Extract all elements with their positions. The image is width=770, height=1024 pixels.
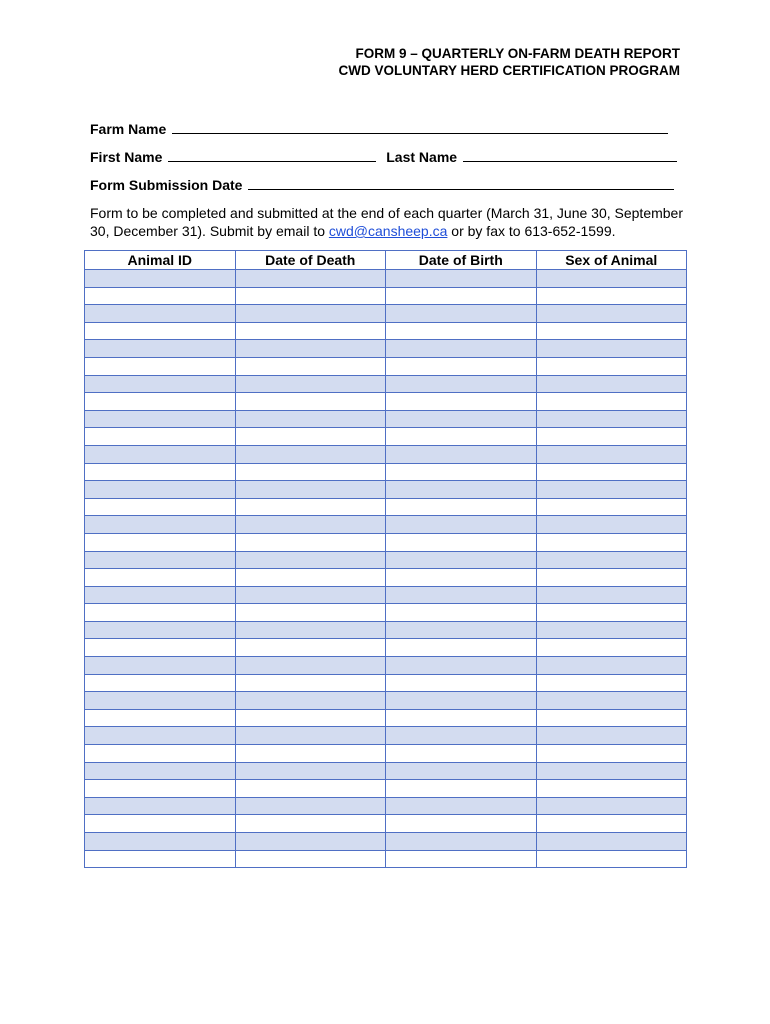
- cell-date-of-birth[interactable]: [386, 815, 537, 833]
- cell-date-of-birth[interactable]: [386, 797, 537, 815]
- cell-date-of-death[interactable]: [235, 445, 386, 463]
- cell-date-of-birth[interactable]: [386, 375, 537, 393]
- cell-date-of-death[interactable]: [235, 463, 386, 481]
- cell-date-of-death[interactable]: [235, 692, 386, 710]
- cell-animal-id[interactable]: [85, 745, 236, 763]
- cell-date-of-death[interactable]: [235, 815, 386, 833]
- cell-sex-of-animal[interactable]: [536, 428, 687, 446]
- death-report-table: [84, 250, 687, 868]
- cell-sex-of-animal[interactable]: [536, 322, 687, 340]
- cell-animal-id[interactable]: [85, 375, 236, 393]
- table-row: [85, 410, 687, 428]
- cell-animal-id[interactable]: [85, 674, 236, 692]
- table-header-row: [85, 251, 687, 270]
- cell-sex-of-animal[interactable]: [536, 516, 687, 534]
- table-row: [85, 657, 687, 675]
- email-link[interactable]: cwd@cansheep.ca: [328, 223, 448, 239]
- table-row: [85, 287, 687, 305]
- cell-date-of-birth[interactable]: [386, 481, 537, 499]
- table-row: [85, 445, 687, 463]
- cell-date-of-birth[interactable]: [386, 674, 537, 692]
- cell-date-of-birth[interactable]: [386, 357, 537, 375]
- cell-sex-of-animal[interactable]: [536, 674, 687, 692]
- cell-animal-id[interactable]: [85, 340, 236, 358]
- table-row: [85, 533, 687, 551]
- cell-sex-of-animal[interactable]: [536, 745, 687, 763]
- cell-sex-of-animal[interactable]: [536, 709, 687, 727]
- table-row: [85, 481, 687, 499]
- cell-date-of-birth[interactable]: [386, 287, 537, 305]
- last-name-line[interactable]: [463, 160, 677, 162]
- cell-date-of-birth[interactable]: [386, 498, 537, 516]
- cell-date-of-death[interactable]: [235, 674, 386, 692]
- cell-sex-of-animal[interactable]: [536, 621, 687, 639]
- cell-date-of-death[interactable]: [235, 357, 386, 375]
- table-row: [85, 727, 687, 745]
- cell-sex-of-animal[interactable]: [536, 445, 687, 463]
- cell-animal-id[interactable]: [85, 815, 236, 833]
- first-name-label: First Name: [90, 149, 163, 165]
- cell-sex-of-animal[interactable]: [536, 340, 687, 358]
- cell-date-of-birth[interactable]: [386, 727, 537, 745]
- cell-sex-of-animal[interactable]: [536, 287, 687, 305]
- cell-date-of-death[interactable]: [235, 551, 386, 569]
- form-subtitle: CWD VOLUNTARY HERD CERTIFICATION PROGRAM: [338, 63, 680, 78]
- cell-animal-id[interactable]: [85, 586, 236, 604]
- cell-date-of-birth[interactable]: [386, 340, 537, 358]
- cell-sex-of-animal[interactable]: [536, 481, 687, 499]
- cell-date-of-birth[interactable]: [386, 270, 537, 288]
- table-row: [85, 428, 687, 446]
- first-name-line[interactable]: [168, 160, 376, 162]
- table-row: [85, 797, 687, 815]
- cell-date-of-death[interactable]: [235, 709, 386, 727]
- cell-sex-of-animal[interactable]: [536, 463, 687, 481]
- cell-animal-id[interactable]: [85, 463, 236, 481]
- cell-date-of-birth[interactable]: [386, 621, 537, 639]
- cell-date-of-death[interactable]: [235, 428, 386, 446]
- table-row: [85, 569, 687, 587]
- cell-date-of-death[interactable]: [235, 850, 386, 868]
- name-fields: [90, 149, 677, 165]
- cell-date-of-death[interactable]: [235, 410, 386, 428]
- table-row: [85, 850, 687, 868]
- table-row: [85, 780, 687, 798]
- cell-sex-of-animal[interactable]: [536, 815, 687, 833]
- cell-sex-of-animal[interactable]: [536, 762, 687, 780]
- cell-date-of-birth[interactable]: [386, 569, 537, 587]
- cell-date-of-birth[interactable]: [386, 516, 537, 534]
- table-row: [85, 305, 687, 323]
- cell-animal-id[interactable]: [85, 709, 236, 727]
- cell-date-of-birth[interactable]: [386, 692, 537, 710]
- cell-date-of-birth[interactable]: [386, 709, 537, 727]
- cell-animal-id[interactable]: [85, 762, 236, 780]
- form-header: [339, 45, 681, 79]
- instructions-text: 30, December 31). Submit by email to: [90, 223, 329, 239]
- fax-text: or by fax to 613-652-1599.: [447, 223, 616, 239]
- cell-date-of-birth[interactable]: [386, 533, 537, 551]
- cell-date-of-death[interactable]: [235, 621, 386, 639]
- table-row: [85, 516, 687, 534]
- cell-animal-id[interactable]: [85, 357, 236, 375]
- cell-sex-of-animal[interactable]: [536, 305, 687, 323]
- cell-sex-of-animal[interactable]: [536, 498, 687, 516]
- table-row: [85, 340, 687, 358]
- cell-date-of-death[interactable]: [235, 639, 386, 657]
- cell-date-of-death[interactable]: [235, 270, 386, 288]
- cell-date-of-death[interactable]: [235, 586, 386, 604]
- cell-sex-of-animal[interactable]: [536, 270, 687, 288]
- cell-animal-id[interactable]: [85, 657, 236, 675]
- table-row: [85, 674, 687, 692]
- table-row: [85, 375, 687, 393]
- cell-sex-of-animal[interactable]: [536, 604, 687, 622]
- cell-animal-id[interactable]: [85, 287, 236, 305]
- instructions-line-1: Form to be completed and submitted at the end of each quarter (March 31, June 30, September: [90, 205, 684, 221]
- table-row: [85, 604, 687, 622]
- cell-sex-of-animal[interactable]: [536, 357, 687, 375]
- cell-sex-of-animal[interactable]: [536, 850, 687, 868]
- cell-date-of-death[interactable]: [235, 305, 386, 323]
- cell-date-of-birth[interactable]: [386, 410, 537, 428]
- cell-date-of-birth[interactable]: [386, 551, 537, 569]
- table-row: [85, 586, 687, 604]
- cell-date-of-death[interactable]: [235, 481, 386, 499]
- cell-date-of-birth[interactable]: [386, 393, 537, 411]
- cell-date-of-death[interactable]: [235, 533, 386, 551]
- cell-date-of-death[interactable]: [235, 833, 386, 851]
- instructions-line-2: [90, 222, 690, 240]
- cell-animal-id[interactable]: [85, 410, 236, 428]
- submission-date-line[interactable]: [248, 188, 674, 190]
- table-row: [85, 815, 687, 833]
- cell-sex-of-animal[interactable]: [536, 586, 687, 604]
- cell-date-of-birth[interactable]: [386, 850, 537, 868]
- cell-animal-id[interactable]: [85, 569, 236, 587]
- cell-date-of-death[interactable]: [235, 569, 386, 587]
- table-row: [85, 762, 687, 780]
- cell-date-of-birth[interactable]: [386, 639, 537, 657]
- cell-animal-id[interactable]: [85, 797, 236, 815]
- table-row: [85, 551, 687, 569]
- cell-date-of-birth[interactable]: [386, 428, 537, 446]
- cell-date-of-death[interactable]: [235, 780, 386, 798]
- cell-date-of-death[interactable]: [235, 797, 386, 815]
- cell-sex-of-animal[interactable]: [536, 797, 687, 815]
- cell-sex-of-animal[interactable]: [536, 833, 687, 851]
- cell-animal-id[interactable]: [85, 428, 236, 446]
- cell-animal-id[interactable]: [85, 270, 236, 288]
- cell-sex-of-animal[interactable]: [536, 393, 687, 411]
- cell-sex-of-animal[interactable]: [536, 639, 687, 657]
- cell-animal-id[interactable]: [85, 621, 236, 639]
- cell-date-of-death[interactable]: [235, 727, 386, 745]
- table-row: [85, 709, 687, 727]
- column-header-sex-of-animal: Sex of Animal: [536, 251, 687, 270]
- cell-animal-id[interactable]: [85, 481, 236, 499]
- table-row: [85, 322, 687, 340]
- cell-animal-id[interactable]: [85, 445, 236, 463]
- farm-name-label: Farm Name: [90, 121, 167, 137]
- cell-animal-id[interactable]: [85, 604, 236, 622]
- cell-animal-id[interactable]: [85, 533, 236, 551]
- cell-sex-of-animal[interactable]: [536, 569, 687, 587]
- cell-animal-id[interactable]: [85, 498, 236, 516]
- cell-sex-of-animal[interactable]: [536, 692, 687, 710]
- cell-date-of-birth[interactable]: [386, 780, 537, 798]
- instructions: [90, 204, 690, 240]
- cell-animal-id[interactable]: [85, 833, 236, 851]
- column-header-animal-id: Animal ID: [85, 251, 236, 270]
- cell-date-of-birth[interactable]: [386, 463, 537, 481]
- cell-sex-of-animal[interactable]: [536, 410, 687, 428]
- table-row: [85, 463, 687, 481]
- farm-name-field: [90, 121, 668, 137]
- column-header-date-of-birth: Date of Birth: [386, 251, 537, 270]
- cell-animal-id[interactable]: [85, 393, 236, 411]
- table-row: [85, 639, 687, 657]
- cell-date-of-birth[interactable]: [386, 745, 537, 763]
- table-row: [85, 357, 687, 375]
- cell-date-of-death[interactable]: [235, 604, 386, 622]
- cell-sex-of-animal[interactable]: [536, 727, 687, 745]
- cell-date-of-birth[interactable]: [386, 322, 537, 340]
- cell-sex-of-animal[interactable]: [536, 551, 687, 569]
- cell-animal-id[interactable]: [85, 850, 236, 868]
- table-body: [85, 270, 687, 868]
- cell-sex-of-animal[interactable]: [536, 657, 687, 675]
- cell-date-of-birth[interactable]: [386, 657, 537, 675]
- cell-date-of-death[interactable]: [235, 375, 386, 393]
- form-title: FORM 9 – QUARTERLY ON-FARM DEATH REPORT: [355, 46, 680, 61]
- cell-date-of-death[interactable]: [235, 498, 386, 516]
- cell-date-of-death[interactable]: [235, 762, 386, 780]
- cell-date-of-death[interactable]: [235, 745, 386, 763]
- cell-animal-id[interactable]: [85, 322, 236, 340]
- cell-animal-id[interactable]: [85, 305, 236, 323]
- submission-date-field: [90, 177, 674, 193]
- cell-date-of-death[interactable]: [235, 393, 386, 411]
- cell-sex-of-animal[interactable]: [536, 533, 687, 551]
- column-header-date-of-death: Date of Death: [235, 251, 386, 270]
- cell-animal-id[interactable]: [85, 780, 236, 798]
- table-row: [85, 692, 687, 710]
- cell-animal-id[interactable]: [85, 639, 236, 657]
- submission-date-label: Form Submission Date: [90, 177, 243, 193]
- cell-animal-id[interactable]: [85, 727, 236, 745]
- table-row: [85, 833, 687, 851]
- cell-date-of-death[interactable]: [235, 287, 386, 305]
- table-row: [85, 270, 687, 288]
- cell-date-of-birth[interactable]: [386, 604, 537, 622]
- table-row: [85, 621, 687, 639]
- cell-date-of-birth[interactable]: [386, 305, 537, 323]
- table-row: [85, 393, 687, 411]
- cell-date-of-death[interactable]: [235, 657, 386, 675]
- cell-date-of-birth[interactable]: [386, 833, 537, 851]
- cell-animal-id[interactable]: [85, 551, 236, 569]
- cell-date-of-death[interactable]: [235, 340, 386, 358]
- cell-date-of-death[interactable]: [235, 322, 386, 340]
- cell-animal-id[interactable]: [85, 692, 236, 710]
- cell-date-of-birth[interactable]: [386, 586, 537, 604]
- table-row: [85, 498, 687, 516]
- last-name-label: Last Name: [386, 149, 458, 165]
- table-row: [85, 745, 687, 763]
- cell-date-of-birth[interactable]: [386, 445, 537, 463]
- cell-date-of-death[interactable]: [235, 516, 386, 534]
- cell-sex-of-animal[interactable]: [536, 375, 687, 393]
- cell-date-of-birth[interactable]: [386, 762, 537, 780]
- farm-name-line[interactable]: [172, 132, 668, 134]
- cell-sex-of-animal[interactable]: [536, 780, 687, 798]
- cell-animal-id[interactable]: [85, 516, 236, 534]
